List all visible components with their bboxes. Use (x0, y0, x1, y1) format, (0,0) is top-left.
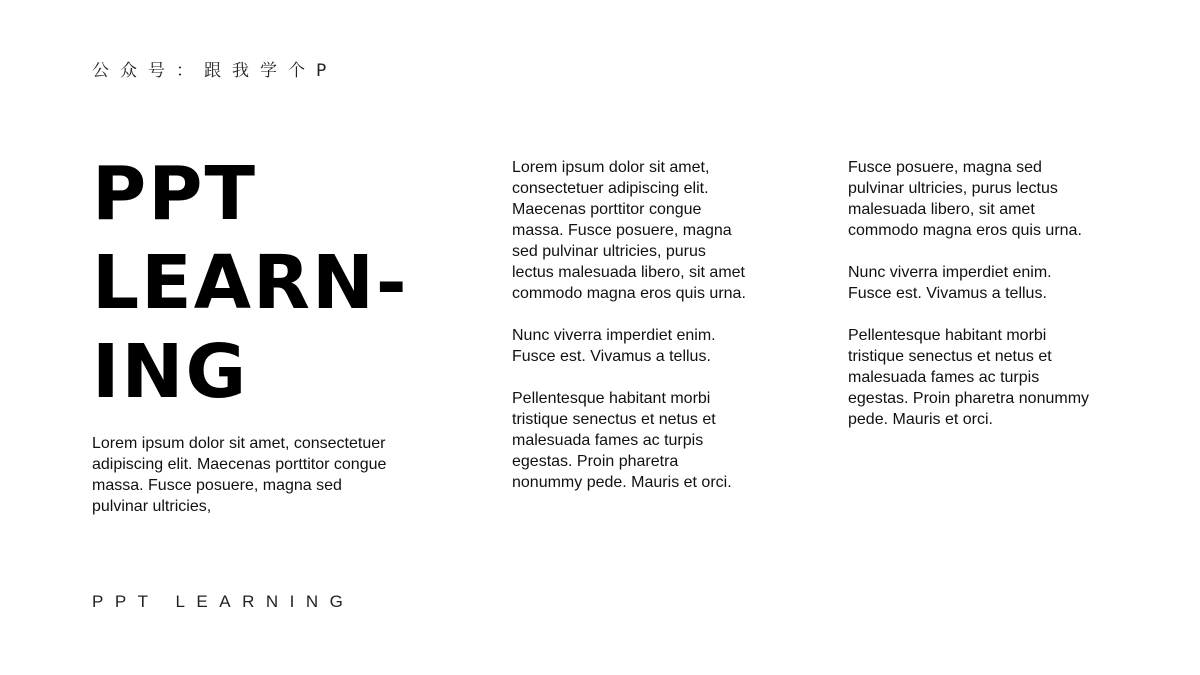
footer-label: PPT LEARNING (92, 592, 355, 611)
text-column-middle (512, 157, 752, 514)
intro-paragraph: Lorem ipsum dolor sit amet, consectetuer adipiscing elit. Maecenas porttitor congue massa. Fusce posuere, magna sed pulvinar ultricies, (92, 435, 387, 515)
column-paragraph: Pellentesque habitant morbi tristique senectus et netus et malesuada fames ac turpis egestas. Proin pharetra nonummy pede. Mauris et orci. (512, 390, 732, 491)
text-column-right (848, 157, 1093, 451)
column-paragraph: Lorem ipsum dolor sit amet, consectetuer adipiscing elit. Maecenas porttitor congue massa. Fusce posuere, magna sed pulvinar ultricies, purus lectus malesuada libero, sit amet commodo magna eros quis urna. (512, 159, 746, 302)
column-paragraph: Fusce posuere, magna sed pulvinar ultricies, purus lectus malesuada libero, sit amet commodo magna eros quis urna. (848, 159, 1082, 239)
column-paragraph: Pellentesque habitant morbi tristique senectus et netus et malesuada fames ac turpis egestas. Proin pharetra nonummy pede. Mauris et orci. (848, 327, 1090, 428)
page-title (92, 150, 409, 417)
title-line-2: LEARN- (92, 240, 409, 326)
account-label: 公众号：跟我学个P (92, 61, 338, 81)
column-paragraph: Nunc viverra imperdiet enim. Fusce est. Vivamus a tellus. (512, 327, 716, 365)
title-line-1: PPT (92, 151, 257, 237)
title-line-3: ING (92, 329, 249, 415)
column-paragraph: Nunc viverra imperdiet enim. Fusce est. Vivamus a tellus. (848, 264, 1052, 302)
